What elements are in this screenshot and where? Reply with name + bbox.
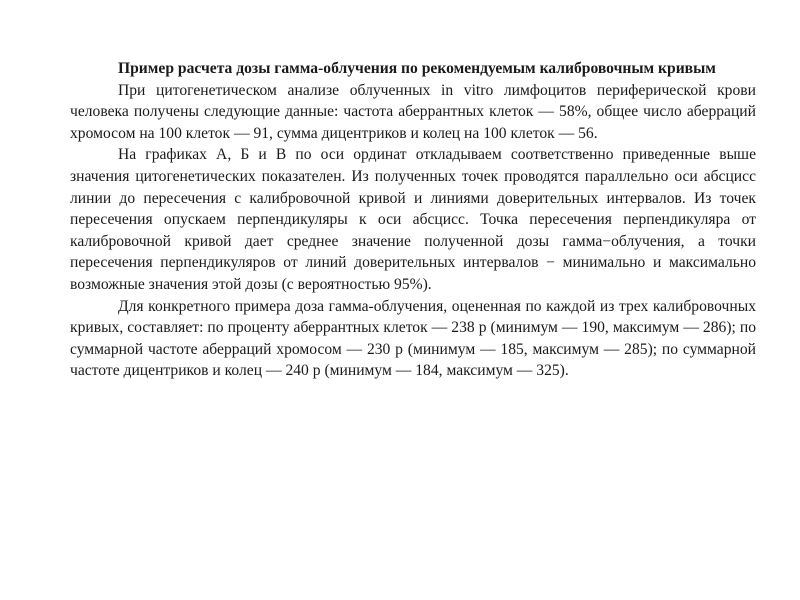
document-title: Пример расчета дозы гамма-облучения по рекомендуемым калибровочным кривым [118,60,716,77]
paragraph-method: На графиках А, Б и В по оси ординат откладываем соответственно приведенные выше значения цитогенетических показателен. Из полученных точек проводятся параллельно оси абсцисс линии до пересечения с калибровочной кривой и линиями доверительных интервалов. Из точек пересечения опускаем перпендикуляры к оси абсцисс. Точка пересечения перпендикуляра от калибровочной кривой дает среднее значение полученной дозы гамма−облучения, а точки пересечения перпендикуляров от линий доверительных интервалов − минимально и максимально возможные значения этой дозы (с вероятностью 95%). [70,146,756,293]
paragraph-results: Для конкретного примера доза гамма-облучения, оцененная по каждой из трех калибровочных кривых, составляет: по проценту аберрантных клеток — 238 р (минимум — 190, максимум — 286); по суммарной частоте аберраций хромосом — 230 р (минимум — 185, максимум — 285); по суммарной частоте дицентриков и колец — 240 р (минимум — 184, максимум — 325). [70,297,756,380]
paragraph-input-data: При цитогенетическом анализе облученных in vitro лимфоцитов периферической крови человека получены следующие данные: частота аберрантных клеток — 58%, общее число аберраций хромосом на 100 клеток — 91, сумма дицентриков и колец на 100 клеток — 56. [70,81,756,142]
